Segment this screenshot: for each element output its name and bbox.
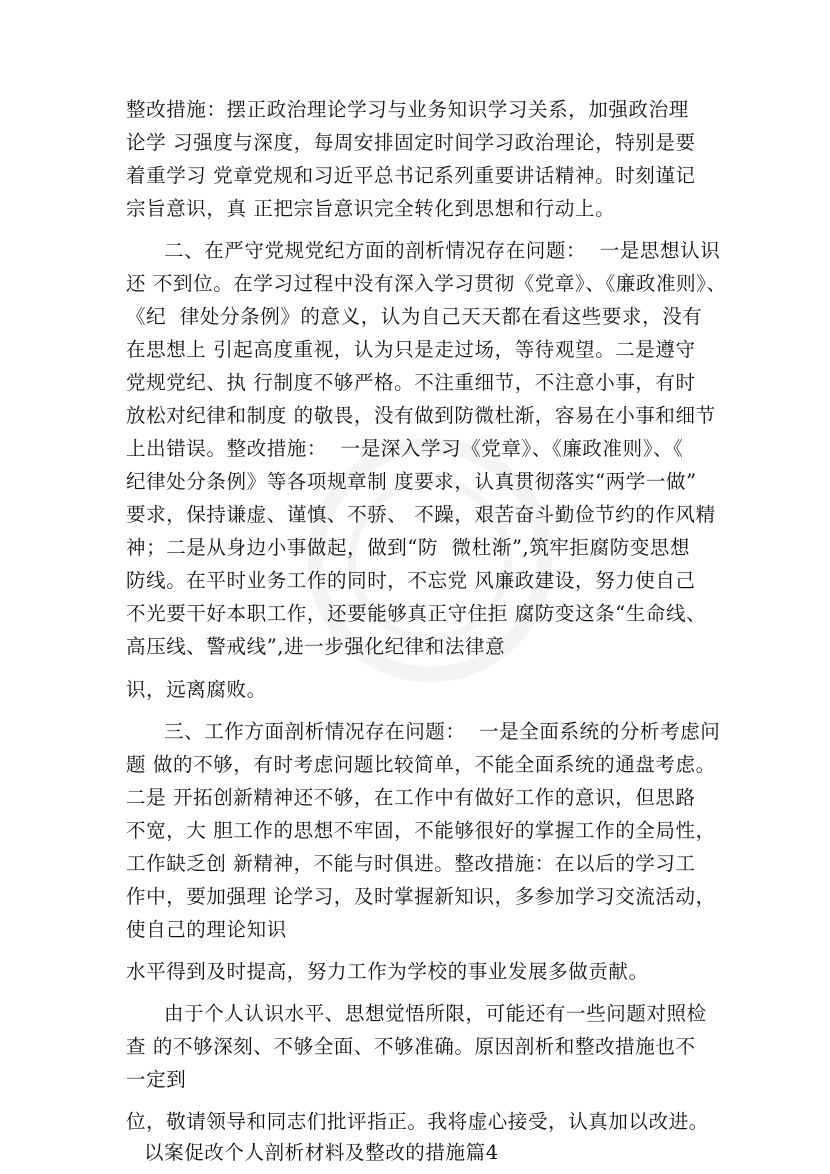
body-line: 一定到 <box>126 1068 187 1091</box>
body-line: 作中，要加强理 论学习，及时掌握新知识，多参加学习交流活动， <box>126 885 716 908</box>
section-heading-line: 三、工作方面剖析情况存在问题： 一是全面系统的分析考虑问 <box>164 720 721 743</box>
body-line: 题 做的不够，有时考虑问题比较简单，不能全面系统的通盘考虑。 <box>126 753 716 776</box>
body-line: 神；二是从身边小事做起，做到“防 微杜渐”,筑牢拒腐防变思想 <box>126 536 691 559</box>
body-line: 《纪 律处分条例》的意义，认为自己天天都在看这些要求，没有 <box>126 305 703 328</box>
body-line: 着重学习 党章党规和习近平总书记系列重要讲话精神。时刻谨记 <box>126 164 696 187</box>
body-line: 论学 习强度与深度，每周安排固定时间学习政治理论，特别是要 <box>126 131 696 154</box>
body-line: 不光要干好本职工作，还要能够真正守住拒 腐防变这条“生命线、 <box>126 602 707 625</box>
next-section-title: 以案促改个人剖析材料及整改的措施篇4 <box>144 1141 499 1164</box>
body-line: 高压线、警戒线”,进一步强化纪律和法律意 <box>126 635 506 658</box>
body-line: 宗旨意识，真 正把宗旨意识完全转化到思想和行动上。 <box>126 197 616 220</box>
body-line: 上出错误。整改措施： 一是深入学习《党章》、《廉政准则》、《 <box>126 437 684 460</box>
body-line: 防线。在平时业务工作的同时，不忘党 风廉政建设，努力使自己 <box>126 569 696 592</box>
body-line: 放松对纪律和制度 的敬畏，没有做到防微杜渐，容易在小事和细节 <box>126 404 716 427</box>
body-line: 水平得到及时提高，努力工作为学校的事业发展多做贡献。 <box>126 960 649 983</box>
body-line: 查 的不够深刻、不够全面、不够准确。原因剖析和整改措施也不 <box>126 1035 696 1058</box>
body-line: 要求，保持谦虚、谨慎、不骄、 不躁，艰苦奋斗勤俭节约的作风精 <box>126 503 716 526</box>
body-line: 由于个人认识水平、思想觉悟所限，可能还有一些问题对照检 <box>164 1002 707 1025</box>
body-line: 二是 开拓创新精神还不够，在工作中有做好工作的意识，但思路 <box>126 786 696 809</box>
body-line: 识，远离腐败。 <box>126 678 267 701</box>
body-line: 纪律处分条例》等各项规章制 度要求，认真贯彻落实“两学一做” <box>126 470 697 493</box>
section-heading-line: 二、在严守党规党纪方面的剖析情况存在问题： 一是思想认识 <box>164 239 721 262</box>
body-line: 工作缺乏创 新精神，不能与时俱进。整改措施：在以后的学习工 <box>126 852 696 875</box>
body-line: 不宽，大 胆工作的思想不牢固，不能够很好的掌握工作的全局性， <box>126 819 716 842</box>
body-line: 整改措施：摆正政治理论学习与业务知识学习关系，加强政治理 <box>126 98 689 121</box>
body-line: 使自己的理论知识 <box>126 918 287 941</box>
body-line: 还 不到位。在学习过程中没有深入学习贯彻《党章》、《廉政准则》、 <box>126 272 727 295</box>
body-line: 位，敬请领导和同志们批评指正。我将虚心接受，认真加以改进。 <box>126 1110 709 1133</box>
body-line: 在思想上 引起高度重视，认为只是走过场，等待观望。二是遵守 <box>126 338 696 361</box>
body-line: 党规党纪、执 行制度不够严格。不注重细节，不注意小事，有时 <box>126 371 696 394</box>
